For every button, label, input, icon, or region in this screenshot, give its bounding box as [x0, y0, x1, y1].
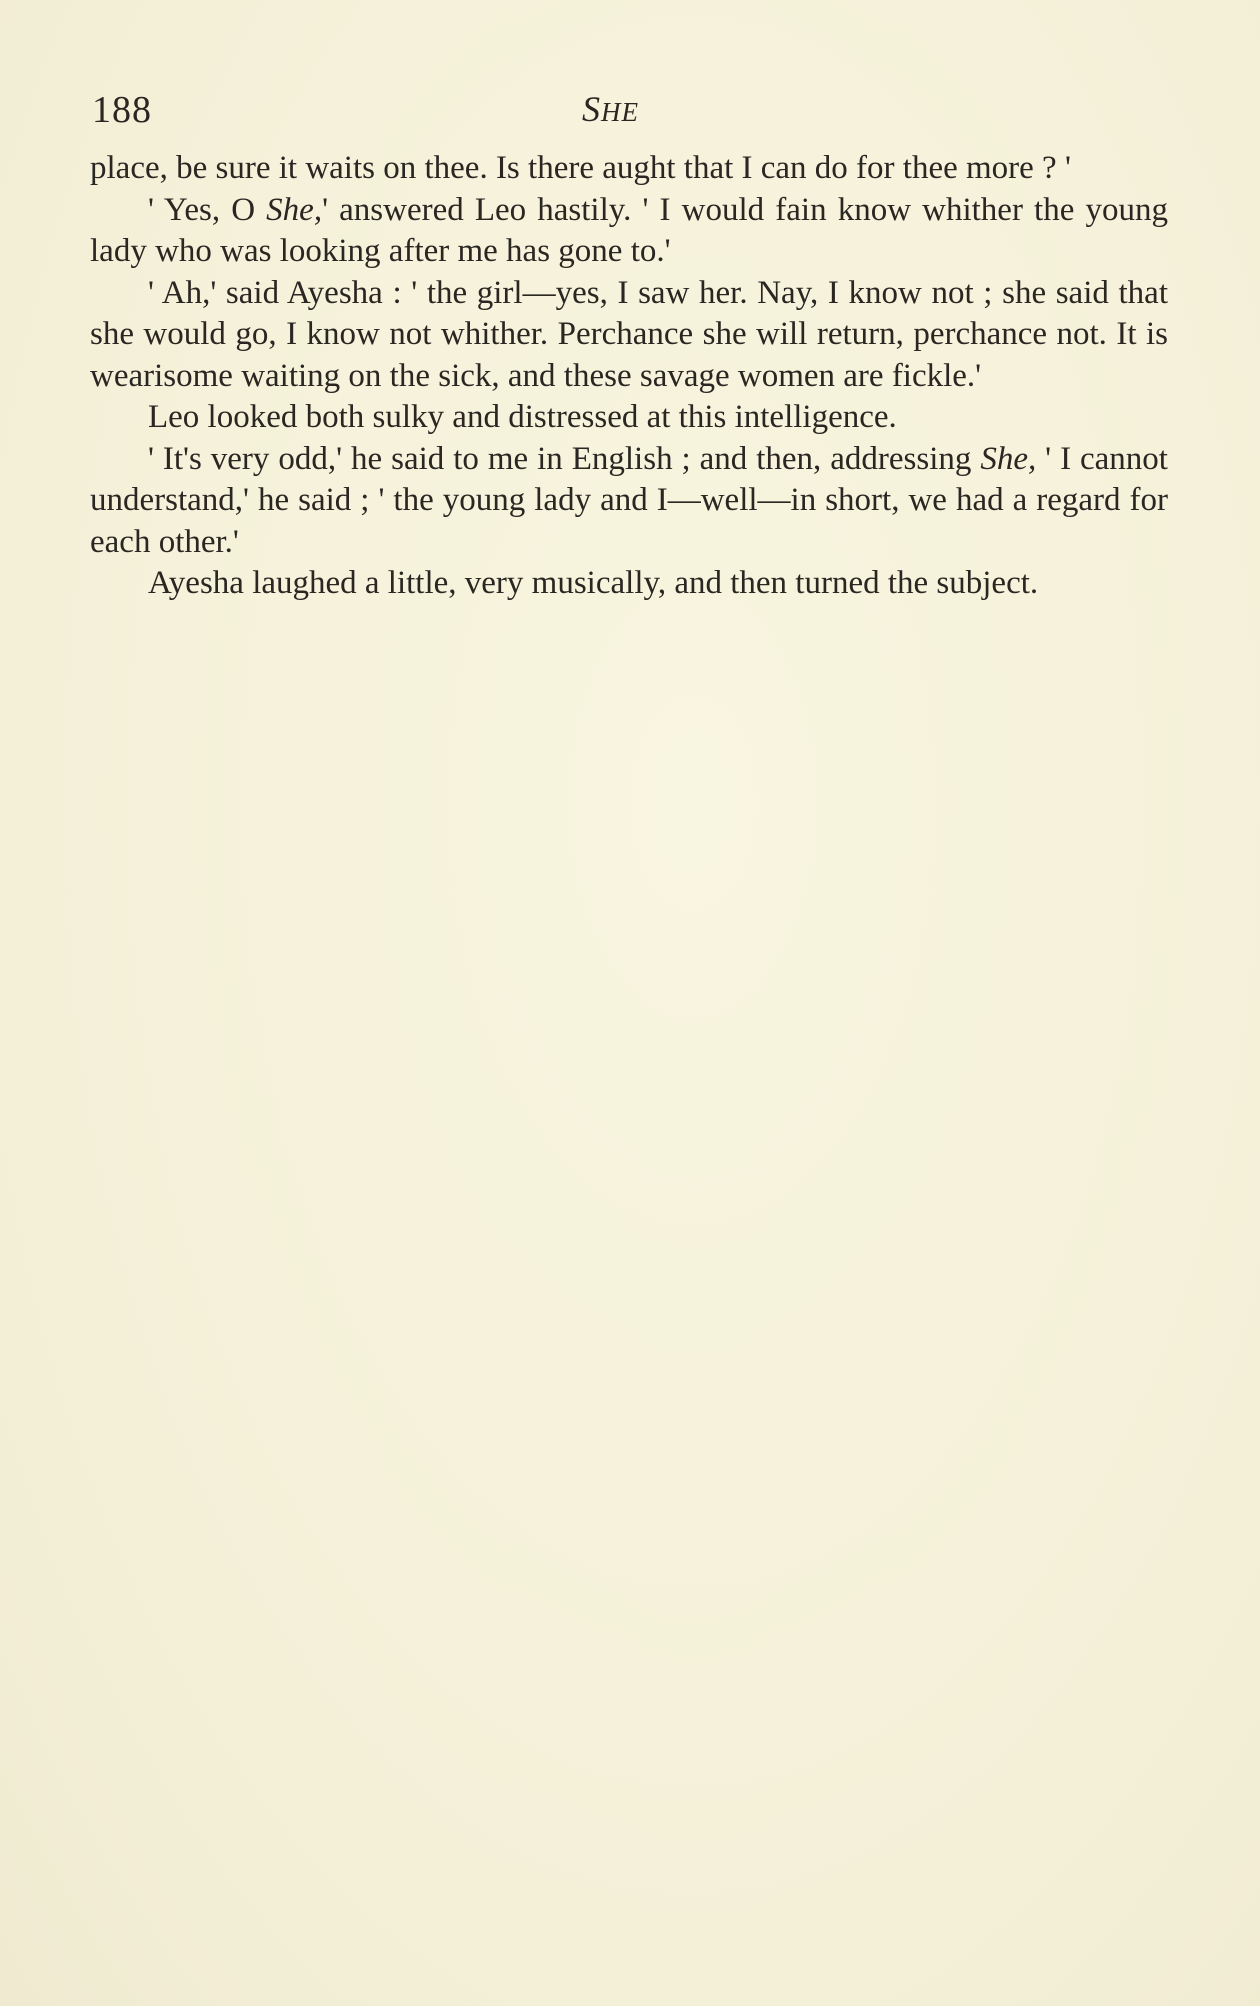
paragraph-text: ' Yes, O — [148, 191, 267, 228]
paragraph-ayesha-reply — [90, 273, 1168, 398]
paragraph-text: Ayesha laughed a little, very musically, and then turned the subject. — [148, 565, 1039, 601]
paragraph-italic-she: She, — [266, 191, 323, 228]
paragraph-leo-sulky — [90, 397, 1168, 439]
body-text — [90, 148, 1168, 605]
running-title-rest: HE — [601, 97, 639, 127]
page-number: 188 — [92, 89, 152, 131]
paragraph-text: place, be sure it waits on thee. Is there aught that I can do for thee more ? ' — [90, 150, 1071, 186]
paragraph-text: ' Ah,' said Ayesha : ' the girl—yes, I saw her. Nay, I know not ; she said that she would go, I know not whither. Perchance she will return, perchance not. It is wearisome waiting on the sick, and these savage women are fickle.' — [90, 274, 1168, 394]
paragraph-ayesha-laughed — [90, 563, 1168, 605]
paragraph-very-odd — [90, 439, 1168, 564]
paragraph-text: ' It's very odd,' he said to me in English ; and then, addressing — [148, 440, 981, 477]
running-head — [92, 88, 1172, 138]
paragraph-text: Leo looked both sulky and distressed at this intelligence. — [148, 399, 897, 435]
running-title — [582, 88, 639, 130]
paragraph-text: ' answered Leo hastily. ' I would fain know whither the young lady who was looking after me has gone to.' — [90, 191, 1168, 269]
paragraph-italic-she: She, — [980, 440, 1037, 477]
paragraph-continuation — [90, 148, 1168, 190]
running-title-initial: S — [582, 89, 601, 129]
paragraph-text: ' I cannot understand,' he said ; ' the young lady and I—well—in short, we had a regard for each other.' — [90, 440, 1168, 560]
paragraph-leo-reply — [90, 190, 1168, 273]
